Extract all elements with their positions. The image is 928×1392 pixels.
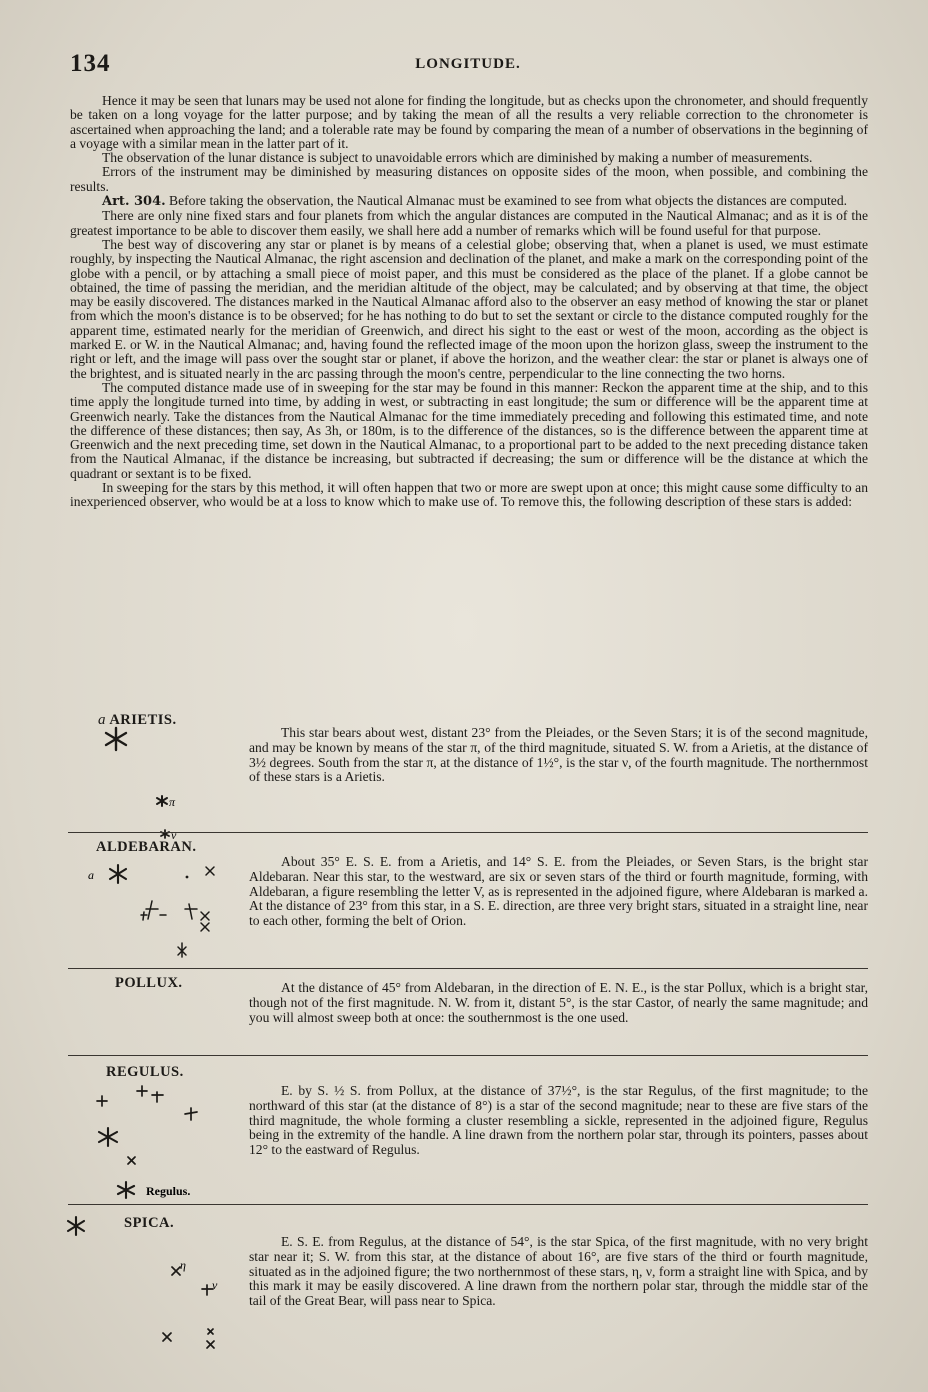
greek-letter: a [98, 712, 106, 728]
body-text [70, 94, 868, 510]
paragraph: The computed distance made use of in sweeping for the star may be found in this manner: Reckon the apparent time at the ship, and to this time apply the longitude turned into time, by adding in west, or subtracting in east longitude; the sum or difference will be the apparent time at Greenwich nearly. Take the distances from the Nautical Almanac for the time immediately preceding and following this estimated time, and note the difference of these distances; then say, As 3h, or 180m, is to the difference of the distances, so is the difference between the apparent time at Greenwich and the next preceding time, set down in the Nautical Almanac, to a proportional part to be added to the next preceding distance taken from the Nautical Almanac, if the distance be increasing, but subtracted if decreasing; the sum or difference will be the distance at which the quadrant or sextant is to be fixed. [70, 379, 868, 481]
article-paragraph [70, 194, 868, 209]
star-symbol-large [68, 1217, 84, 1235]
star-section-regulus [68, 1055, 868, 1204]
star-figure [68, 1211, 244, 1341]
paragraph: In sweeping for the stars by this method, it will often happen that two or more are swept upon at once; this might cause some difficulty to an inexperienced observer, who would be at a loss to know which to make use of. To remove this, the following description of these stars is added: [70, 480, 868, 510]
star-section-spica [68, 1204, 868, 1355]
star-symbol-large [106, 728, 126, 750]
figure-label: ν [171, 828, 177, 842]
star-description: At the distance of 45° from Aldebaran, in the direction of E. N. E., is the star Pollux, which is a bright star, though not of the first magnitude. N. W. from it, distant 5°, is the star Castor, of nearly the same magnitude; and you will almost sweep both at once: the southernmost is the one used. [249, 980, 868, 1025]
spica-figure-svg [68, 1211, 244, 1351]
star-symbol-large [110, 865, 126, 883]
star-section-pollux [68, 968, 868, 1055]
star-title: ARIETIS. [109, 712, 177, 728]
star-name: POLLUX. [115, 975, 183, 991]
paragraph: Hence it may be seen that lunars may be used not alone for finding the longitude, but as checks upon the chronometer, and should frequently be taken on a long voyage for the latter purpose; and by taking the mean of all the results a very reliable correction to the chronometer is ascertained when approaching the land; and a tolerable rate may be found by comparing the mean of a number of observations in the beginning of a voyage with a similar mean in the latter part of it. [70, 93, 868, 151]
star-section-arietis [68, 712, 868, 842]
star-dot [186, 876, 189, 879]
page-header [70, 50, 866, 80]
star-symbol-small [157, 796, 167, 806]
figure-label: Regulus. [146, 1184, 191, 1198]
paragraph: There are only nine fixed stars and four planets from which the angular distances are computed in the Nautical Almanac; and as it is of the greatest importance to be able to discover them easily, we shall here add a number of remarks which will be found useful for that purpose. [70, 208, 868, 238]
star-description: About 35° E. S. E. from a Arietis, and 14° S. E. from the Pleiades, or Seven Stars, is the bright star Aldebaran. Near this star, to the westward, are six or seven stars of the third or fourth magnitude, forming, with Aldebaran, a figure resembling the letter V, as is represented in the adjoined figure, where Aldebaran is marked a. At the distance of 23° from this star, in a S. E. direction, are three very bright stars, situated in a straight line, near to each other, forming the belt of Orion. [249, 854, 868, 929]
star-description: This star bears about west, distant 23° from the Pleiades, or the Seven Stars; it is of the second magnitude, and may be known by means of the star π, of the third magnitude, situated S. W. from a Arietis, at the distance of 3½ degrees. South from the star π, at the distance of 1½°, is the star ν, of the fourth magnitude. The northernmost of these stars is a Arietis. [249, 725, 868, 785]
article-number: Art. 304. [102, 194, 166, 210]
running-head: LONGITUDE. [415, 56, 521, 72]
regulus-figure-svg [68, 1082, 244, 1202]
star-symbol-small [141, 867, 214, 957]
figure-label: η [180, 1258, 186, 1272]
paragraph: The best way of discovering any star or planet is by means of a celestial globe; observing that, when a planet is used, we must estimate roughly, by inspecting the Nautical Almanac, the right ascension and declination of the planet, and make a mark on the corresponding point of the globe with a pencil, or by attaching a small piece of moist paper, and this must be considered as the place of the planet. If a globe cannot be obtained, the time of passing the meridian, and the meridian altitude of the object, may be calculated; and by observing at that time, the object may be easily discovered. The distances marked in the Nautical Almanac afford also to the observer an easy method of knowing the star or planet from which the moon's distance is to be observed; for he has nothing to do but to set the sextant or circle to the distance computed roughly for the apparent time, estimated nearly for the meridian of Greenwich, and direct his sight to the east or west of the moon, according as the object is marked E. or W. in the Nautical Almanac; and, having found the reflected image of the moon upon the horizon glass, sweep the instrument to the right or left, and the image will pass over the sought star or planet, if above the horizon, and the weather clear: the star or planet is always one of the brightest, and is situated nearly in the arc passing through the moon's centre, perpendicular to the line connecting the two horns. [70, 236, 868, 381]
star-name: REGULUS. [106, 1064, 184, 1080]
paragraph: Errors of the instrument may be diminished by measuring distances on opposite sides of the moon, when possible, and combining the results. [70, 164, 868, 194]
star-symbol-small [163, 1267, 214, 1348]
figure-label: ν [212, 1278, 218, 1292]
star-description: E. S. E. from Regulus, at the distance of 54°, is the star Spica, of the first magnitude, with no very bright star near it; S. W. from this star, at the distance of about 16°, are five stars of the third or fourth magnitude, situated as in the adjoined figure; the two northernmost of these stars, η, ν, form a straight line with Spica, and by this mark it may be easily discovered. A line drawn from the northern polar star, through the middle star of the tail of the Great Bear, will pass near to Spica. [249, 1234, 868, 1309]
figure-label: a [88, 868, 94, 882]
star-symbol-small [97, 1086, 197, 1164]
star-figure [68, 1082, 244, 1212]
paragraph: The observation of the lunar distance is subject to unavoidable errors which are diminished by making a number of measurements. [102, 150, 813, 166]
star-name: SPICA. [124, 1215, 175, 1231]
aldebaran-figure-svg [68, 857, 244, 967]
arietis-figure-svg [68, 722, 244, 842]
star-description: E. by S. ½ S. from Pollux, at the distance of 37½°, is the star Regulus, of the first magnitude; to the northward of this star (at the distance of 8°) is a star of the second magnitude; near to these are five stars of the third magnitude, the whole forming a cluster resembling a sickle, represented in the adjoined figure, Regulus being in the extremity of the handle. A line drawn from the northern polar star, through its pointers, passes about 12° to the eastward of Regulus. [249, 1083, 868, 1158]
star-name: ALDEBARAN. [96, 839, 197, 855]
star-section-aldebaran [68, 832, 868, 969]
page-number: 134 [70, 50, 111, 77]
article-text: Before taking the observation, the Nautical Almanac must be examined to see from what objects the distances are computed. [165, 193, 848, 209]
figure-label: π [169, 795, 176, 809]
